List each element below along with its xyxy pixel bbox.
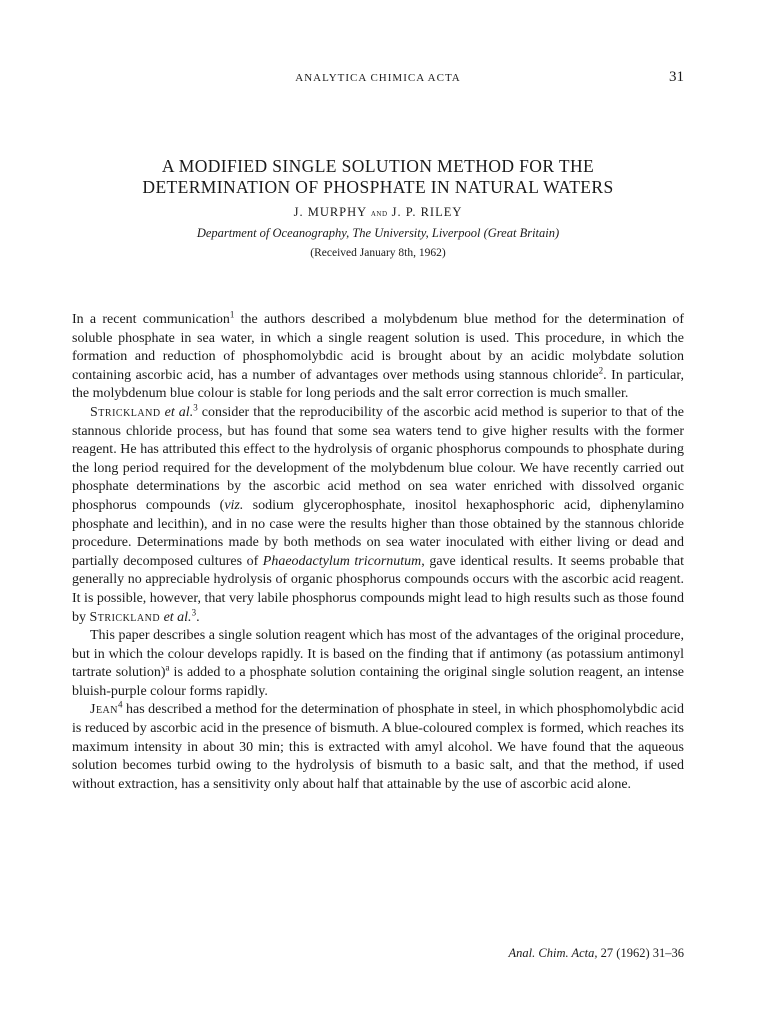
p3-text-b: is added to a phosphate solution containing the original single solution reagent, an intense bluish-purple colour forms rapidly. [72, 665, 684, 699]
paragraph-1 [72, 311, 684, 404]
species-name: Phaeodactylum tricornutum [262, 553, 422, 569]
running-head [72, 66, 684, 88]
author-name-strickland: Strickland [90, 404, 161, 420]
paragraph-2 [72, 404, 684, 627]
article-title [72, 156, 684, 198]
affiliation: Department of Oceanography, The University, Liverpool (Great Britain) [196, 226, 560, 240]
p1-text-b: the authors described a molybdenum blue method for the determination of soluble phosphate in sea water, in which a single reagent solution is used. This procedure, in which the formation and reduction of phosphomolybdic acid is brought about by an acidic molybdate solution containing ascorbic acid, has a number of advantages over methods using stannous chloride [72, 312, 684, 383]
p2-text-b: sodium glycerophosphate, inositol hexaphosphoric acid, diphenylamino phosphate and lecithin), and in no case were the results higher than those obtained by the stannous chloride procedure. Determinations made by both methods on sea water inoculated with either living or dead and partially decomposed cultures of [72, 497, 684, 569]
author-conjunction: and [370, 208, 388, 219]
p2-text-d: . [196, 609, 200, 625]
p1-text-c: . In particular, the molybdenum blue colour is stable for long periods and the salt error correction is much smaller. [72, 367, 684, 402]
p1-text-a: In a recent communication [72, 312, 230, 327]
paragraph-4 [72, 701, 684, 794]
p2-text-c: , gave identical results. It seems probable that generally no appreciable hydrolysis of organic phosphorus compounds occurs with the ascorbic acid reagent. It is possible, however, that very labile phosphorus compounds might lead to high results such as those found by [72, 553, 684, 625]
p4-text-a: has described a method for the determination of phosphate in steel, in which phosphomolybdic acid is reduced by ascorbic acid in the presence of bismuth. A blue-coloured complex is formed, which reaches its maximum intensity in about 30 min; this is extracted with amyl alcohol. We have found that the aqueous solution becomes turbid owing to the hydrolysis of bismuth to a basic salt, and that the method, if used without extraction, has a sensitivity only about half that attainable by the use of ascorbic acid alone. [72, 702, 684, 792]
article-body [72, 311, 684, 794]
author-name-strickland: Strickland [89, 609, 161, 625]
reference-marker: 3 [193, 402, 198, 413]
reference-marker: 2 [598, 365, 604, 376]
p3-text-a: This paper describes a single solution reagent which has most of the advantages of the original procedure, but in which the colour develops rapidly. It is based on the finding that if antimony (as potassium antimonyl tartrate solution) [72, 628, 684, 681]
et-al: et al. [163, 609, 192, 625]
reference-marker: 4 [118, 699, 123, 710]
title-line-2: DETERMINATION OF PHOSPHATE IN NATURAL WATERS [142, 177, 614, 197]
title-line-1: A MODIFIED SINGLE SOLUTION METHOD FOR THE [161, 156, 595, 176]
journal-name: ANALYTICA CHIMICA ACTA [295, 72, 461, 84]
authors [72, 205, 684, 220]
author-1: J. MURPHY [293, 205, 367, 219]
page-number: 31 [669, 69, 684, 85]
p2-text-a: consider that the reproducibility of the ascorbic acid method is superior to that of the stannous chloride process, but has found that some sea waters tend to give higher results with the former reagent. He has attributed this effect to the hydrolysis of organic phosphorus compounds to phosphate during the long period required for the development of the molybdenum blue colour. We have recently carried out phosphate determinations by the ascorbic acid method on sea water enriched with dissolved organic phosphorus compounds ( [72, 404, 685, 513]
citation-journal: Anal. Chim. Acta, [508, 946, 598, 960]
reference-marker: a [165, 662, 170, 673]
author-2: J. P. RILEY [391, 205, 463, 219]
viz-abbrev: viz. [224, 497, 244, 513]
journal-citation [509, 946, 684, 961]
citation-volume-pages: 27 (1962) 31–36 [597, 946, 684, 960]
journal-page [72, 66, 685, 960]
et-al: et al. [164, 404, 194, 420]
paragraph-3 [72, 627, 684, 701]
received-date: (Received January 8th, 1962) [310, 247, 446, 259]
reference-marker: 3 [191, 606, 197, 617]
author-name-jean: Jean [90, 702, 118, 718]
reference-marker: 1 [229, 309, 235, 320]
